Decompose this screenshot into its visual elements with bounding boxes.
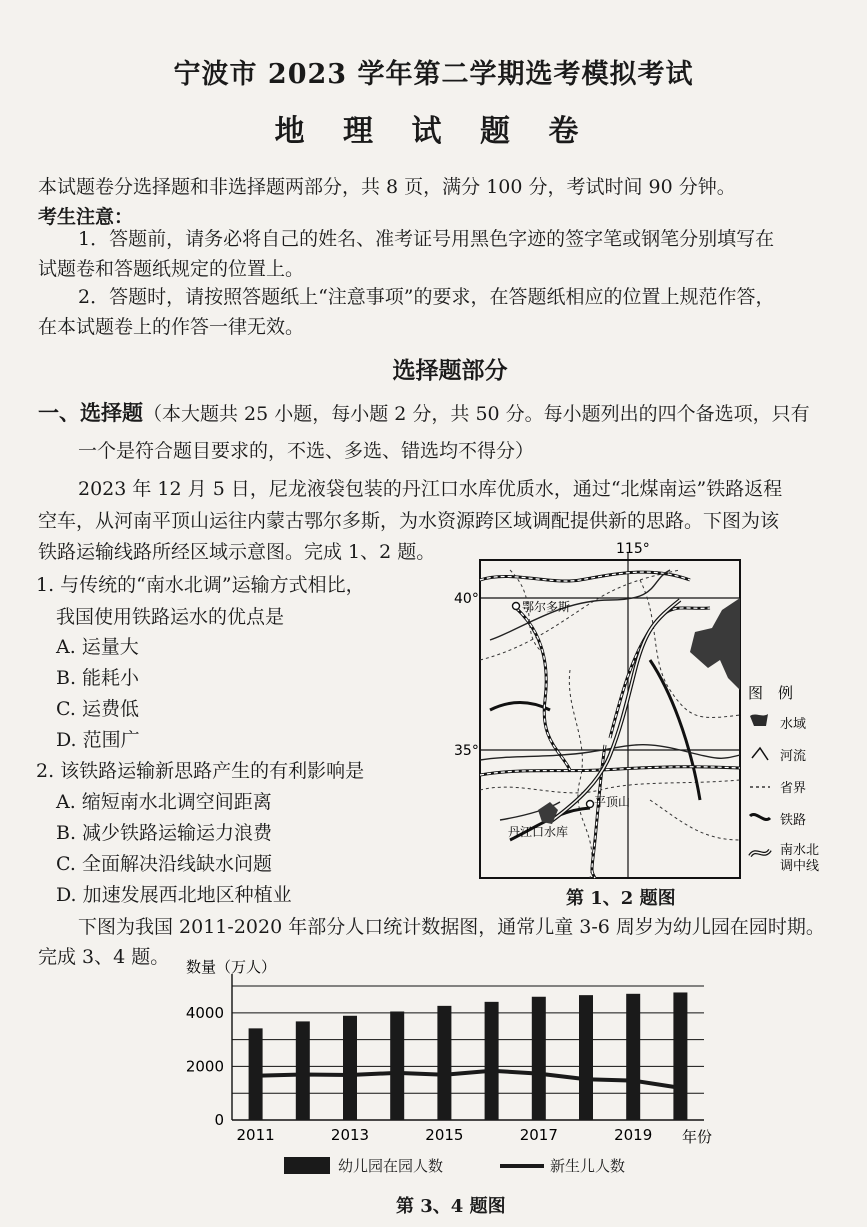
bar-2020 [673, 992, 687, 1120]
exam-subtitle: 地 理 试 题 卷 [274, 114, 593, 149]
legend-diversion-1: 南水北 [780, 843, 820, 858]
legend-border: 省界 [780, 781, 807, 796]
x-tick-label: 2019 [614, 1126, 653, 1144]
q1-stem-a: 1. 与传统的“南水北调”运输方式相比， [36, 574, 365, 596]
passage1-line2: 空车，从河南平顶山运往内蒙古鄂尔多斯，为水资源跨区域调配提供新的思路。下图为该 [38, 510, 780, 532]
legend-railway-icon [750, 814, 770, 819]
newborn-line [256, 1071, 681, 1088]
bar-2015 [437, 1006, 451, 1120]
bar-2012 [296, 1021, 310, 1120]
population-chart [170, 950, 730, 1150]
q2-option-c: C. 全面解决沿线缺水问题 [56, 853, 272, 875]
bar-2017 [532, 997, 546, 1120]
part-heading-label: 一、选择题 [38, 400, 143, 425]
q1-option-d: D. 范围广 [56, 729, 140, 751]
q2-option-a: A. 缩短南水北调空间距离 [56, 791, 272, 813]
pingdingshan-marker [587, 801, 594, 808]
lon-label: 115° [616, 541, 650, 557]
legend-diversion-2: 调中线 [780, 859, 820, 874]
legend-railway: 铁路 [780, 813, 807, 828]
chart-xlabel: 年份 [682, 1128, 713, 1146]
notice-2b: 在本试题卷上的作答一律无效。 [38, 316, 305, 338]
notice-2a: 2．答题时，请按照答题纸上“注意事项”的要求，在答题纸相应的位置上规范作答， [78, 286, 775, 308]
bar-2014 [390, 1011, 404, 1120]
pingdingshan-label: 平顶山 [594, 795, 631, 809]
legend-river-icon [752, 748, 768, 760]
reservoir-label: 丹江口水库 [508, 825, 569, 839]
bar-2013 [343, 1016, 357, 1120]
part-desc: 一个是符合题目要求的，不选、多选、错选均不得分） [78, 440, 535, 462]
railway-map [450, 540, 860, 910]
intro-line: 本试题卷分选择题和非选择题两部分，共 8 页，满分 100 分，考试时间 90 分钟。 [38, 176, 736, 198]
legend-line-swatch [500, 1164, 544, 1168]
q2-option-d: D. 加速发展西北地区种植业 [56, 884, 292, 906]
lat-40-label: 40° [454, 591, 479, 607]
x-tick-label: 2017 [519, 1126, 558, 1144]
legend-water-icon [750, 714, 768, 726]
notice-1b: 试题卷和答题纸规定的位置上。 [38, 258, 305, 280]
y-tick-label: 2000 [185, 1057, 224, 1076]
chart-caption: 第 3、4 题图 [396, 1196, 506, 1217]
legend-bar-label: 幼儿园在园人数 [338, 1157, 444, 1175]
q1-stem-b: 我国使用铁路运水的优点是 [56, 606, 285, 628]
legend-water: 水域 [780, 717, 807, 732]
notice-1a: 1．答题前，请务必将自己的姓名、准考证号用黑色字迹的签字笔或钢笔分别填写在 [78, 228, 775, 250]
passage1-line3: 铁路运输线路所经区域示意图。完成 1、2 题。 [38, 541, 436, 563]
exam-title: 宁波市 2023 学年第二学期选考模拟考试 [173, 59, 694, 90]
q1-option-c: C. 运费低 [56, 698, 139, 720]
ordos-label: 鄂尔多斯 [522, 600, 571, 614]
map-caption: 第 1、2 题图 [566, 888, 676, 909]
q2-option-b: B. 减少铁路运输运力浪费 [56, 822, 273, 844]
bar-2018 [579, 995, 593, 1120]
lat-35-label: 35° [454, 743, 479, 759]
ordos-marker [513, 603, 520, 610]
q2-stem: 2. 该铁路运输新思路产生的有利影响是 [36, 760, 365, 782]
bar-2019 [626, 994, 640, 1120]
bar-2016 [485, 1002, 499, 1120]
y-tick-label: 4000 [185, 1003, 224, 1022]
q1-option-b: B. 能耗小 [56, 667, 140, 689]
chart-ylabel: 数量（万人） [186, 958, 277, 976]
legend-river: 河流 [780, 749, 807, 764]
passage2-line1: 下图为我国 2011-2020 年部分人口统计数据图，通常儿童 3-6 周岁为幼儿园在园时期。 [78, 916, 825, 938]
notice-title: 考生注意： [38, 206, 134, 228]
passage2-line2: 完成 3、4 题。 [38, 946, 170, 968]
part-heading [38, 398, 810, 429]
part-heading-desc: （本大题共 25 小题，每小题 2 分，共 50 分。每小题列出的四个备选项，只有 [143, 403, 810, 425]
x-tick-label: 2015 [425, 1126, 464, 1144]
x-tick-label: 2011 [236, 1126, 275, 1144]
y-tick-label: 0 [214, 1111, 224, 1129]
section-title: 选择题部分 [392, 357, 508, 384]
legend-bar-swatch [284, 1157, 330, 1174]
legend-line-label: 新生儿人数 [550, 1157, 626, 1175]
x-tick-label: 2013 [330, 1126, 370, 1144]
passage1-line1: 2023 年 12 月 5 日，尼龙液袋包装的丹江口水库优质水，通过“北煤南运”铁路返程 [78, 478, 783, 500]
legend-title: 图 例 [748, 684, 794, 702]
q1-option-a: A. 运量大 [56, 636, 139, 658]
